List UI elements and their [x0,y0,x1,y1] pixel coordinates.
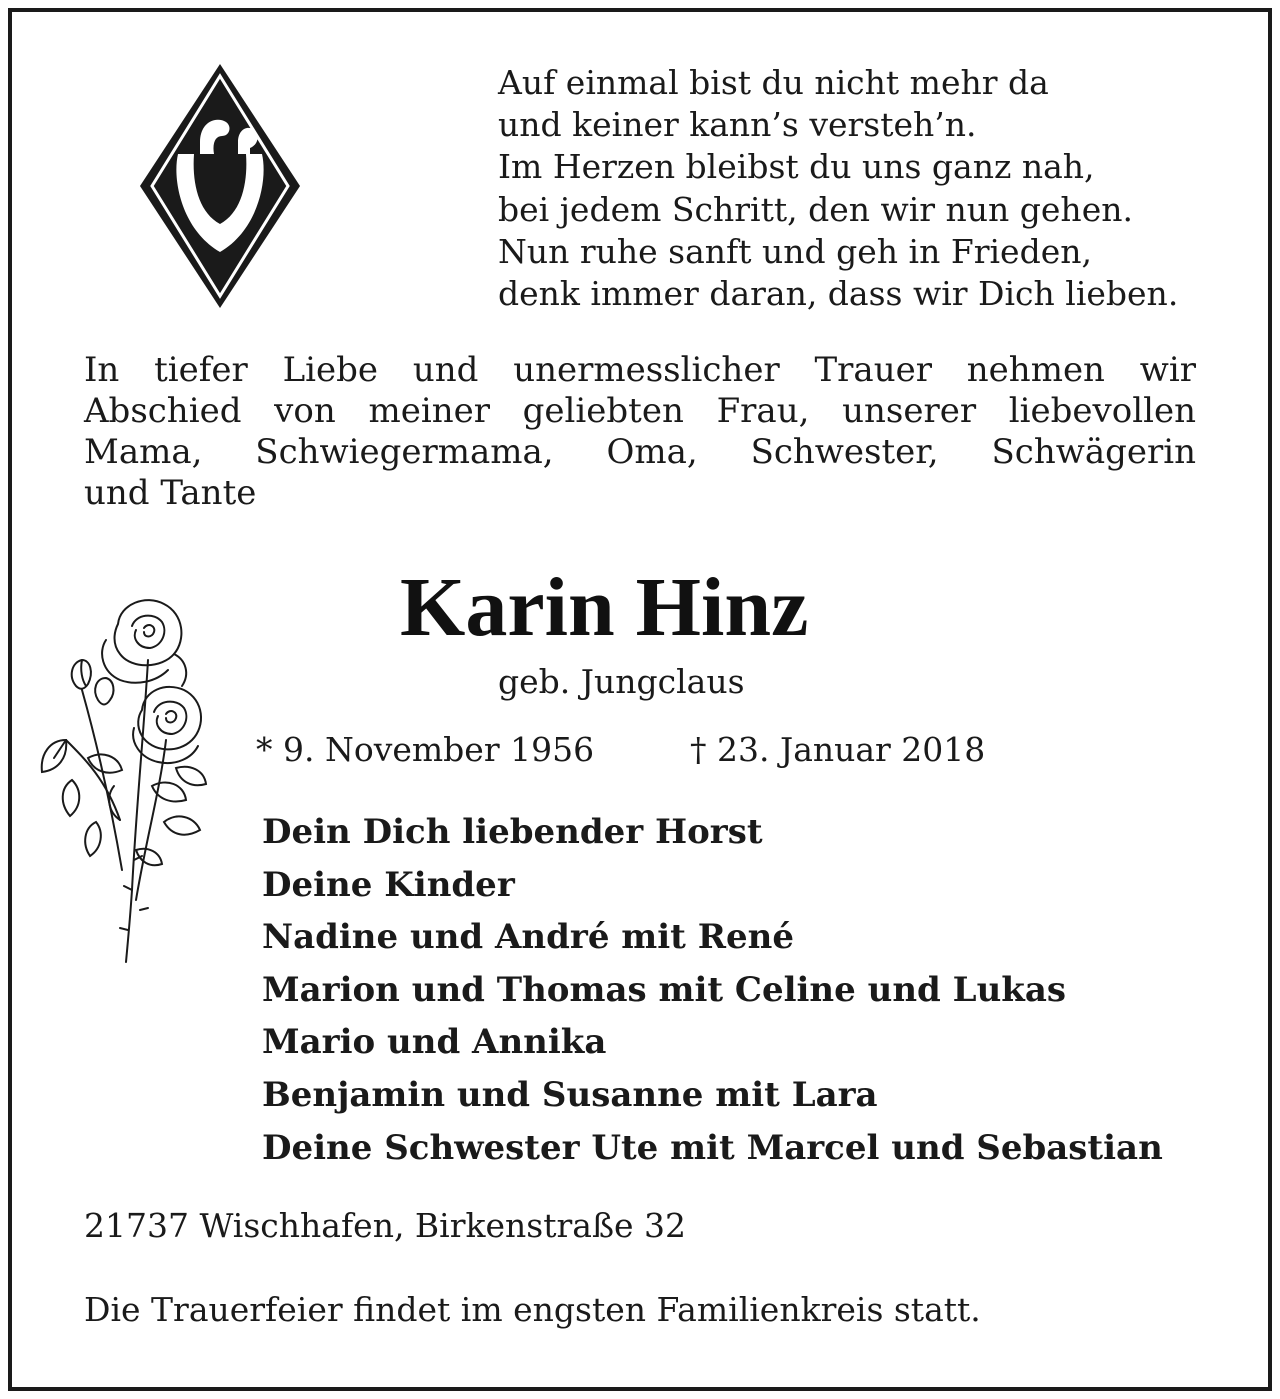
family-line: Nadine und André mit René [262,917,794,958]
intro-paragraph [84,350,1196,514]
funeral-notice: Die Trauerfeier findet im engsten Familienkreis statt. [84,1290,981,1329]
poem [498,62,1218,315]
family-line: Dein Dich liebender Horst [262,812,763,852]
poem-line: bei jedem Schritt, den wir nun gehen. [498,189,1133,229]
rose-bouquet-icon [36,590,216,970]
maiden-name: geb. Jungclaus [498,662,745,701]
death-date: † 23. Januar 2018 [690,730,986,769]
poem-line: Nun ruhe sanft und geh in Frieden, [498,231,1092,271]
family-line: Marion und Thomas mit Celine und Lukas [262,969,1067,1010]
intro-line: und Tante [84,473,257,513]
family-line: Deine Schwester Ute mit Marcel und Sebastian [262,1127,1163,1168]
poem-line: Auf einmal bist du nicht mehr da [498,63,1049,102]
family-line: Mario und Annika [262,1022,607,1063]
poem-line: denk immer daran, dass wir Dich lieben. [498,274,1179,314]
family-line: Deine Kinder [262,864,515,905]
deceased-name: Karin Hinz [400,561,809,654]
family-list [262,806,1222,1174]
intro-line: Abschied von meiner geliebten Frau, unserer liebevollen [84,391,1196,431]
poem-line: Im Herzen bleibst du uns ganz nah, [498,147,1095,187]
werder-diamond-logo-icon [138,62,302,310]
address: 21737 Wischhafen, Birkenstraße 32 [84,1206,686,1245]
family-line: Benjamin und Susanne mit Lara [262,1074,878,1115]
poem-line: und keiner kann’s versteh’n. [498,105,977,145]
birth-date: * 9. November 1956 [256,730,595,769]
intro-line: In tiefer Liebe und unermesslicher Trauer nehmen wir [84,350,1196,390]
intro-line: Mama, Schwiegermama, Oma, Schwester, Schwägerin [84,432,1196,472]
